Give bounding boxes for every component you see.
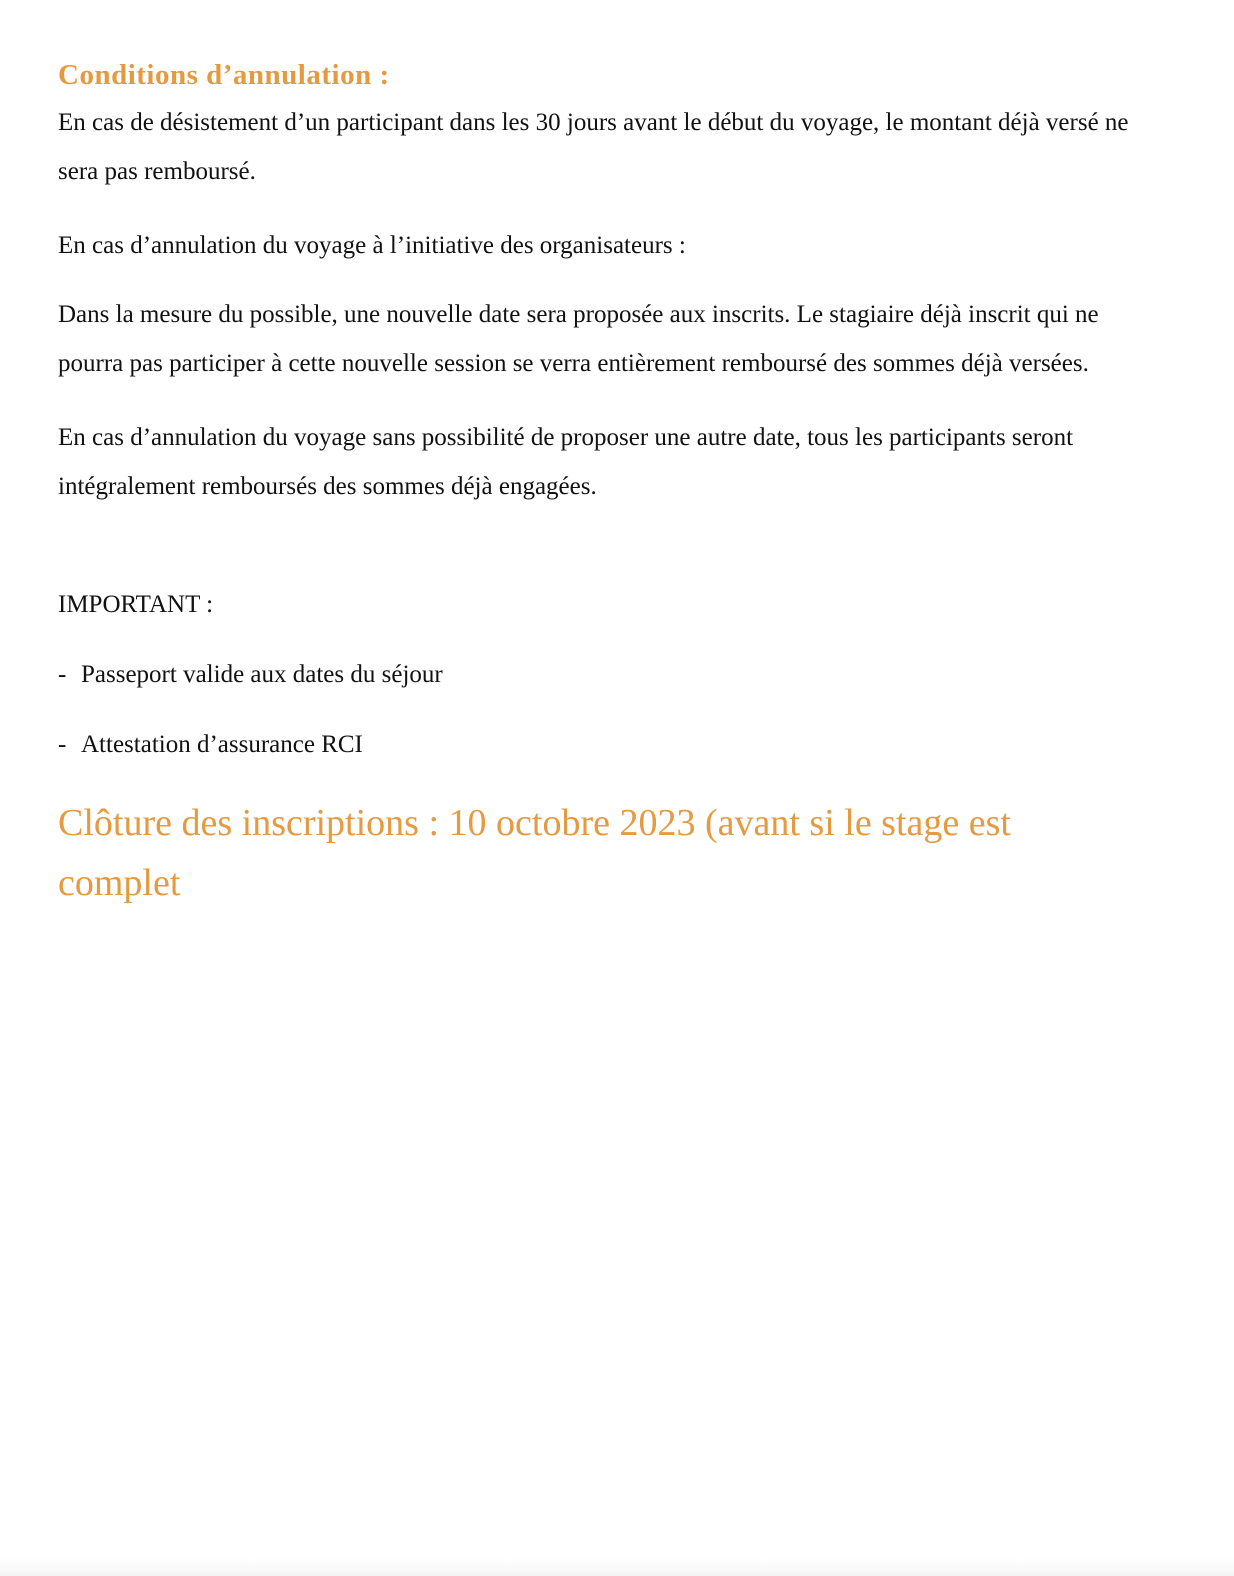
paragraph-new-date: Dans la mesure du possible, une nouvelle date sera proposée aux inscrits. Le stagiaire déjà inscrit qui ne pourra pas participer à cette nouvelle session se verra entièrement remboursé des sommes déjà versées.	[58, 301, 1099, 377]
list-item-insurance	[58, 725, 1168, 765]
list-bullet: -	[58, 661, 67, 688]
paragraph-full-refund: En cas d’annulation du voyage sans possibilité de proposer une autre date, tous les participants seront intégralement remboursés des sommes déjà engagées.	[58, 424, 1074, 500]
list-bullet: -	[58, 731, 67, 758]
list-item-label: Passeport valide aux dates du séjour	[81, 661, 443, 688]
paragraph-withdrawal: En cas de désistement d’un participant dans les 30 jours avant le début du voyage, le montant déjà versé ne sera pas remboursé.	[58, 109, 1129, 185]
important-label: IMPORTANT :	[58, 591, 214, 618]
registration-closing-notice: Clôture des inscriptions : 10 octobre 2023 (avant si le stage est complet	[58, 802, 1011, 904]
paragraph-organizer-cancellation: En cas d’annulation du voyage à l’initiative des organisateurs :	[58, 232, 686, 259]
page-bottom-edge	[0, 1558, 1234, 1576]
document-content	[58, 54, 1168, 913]
section-heading-cancellation: Conditions d’annulation :	[58, 59, 390, 91]
important-list	[58, 655, 1168, 765]
list-item-label: Attestation d’assurance RCI	[81, 731, 363, 758]
list-item-passport	[58, 655, 1168, 695]
